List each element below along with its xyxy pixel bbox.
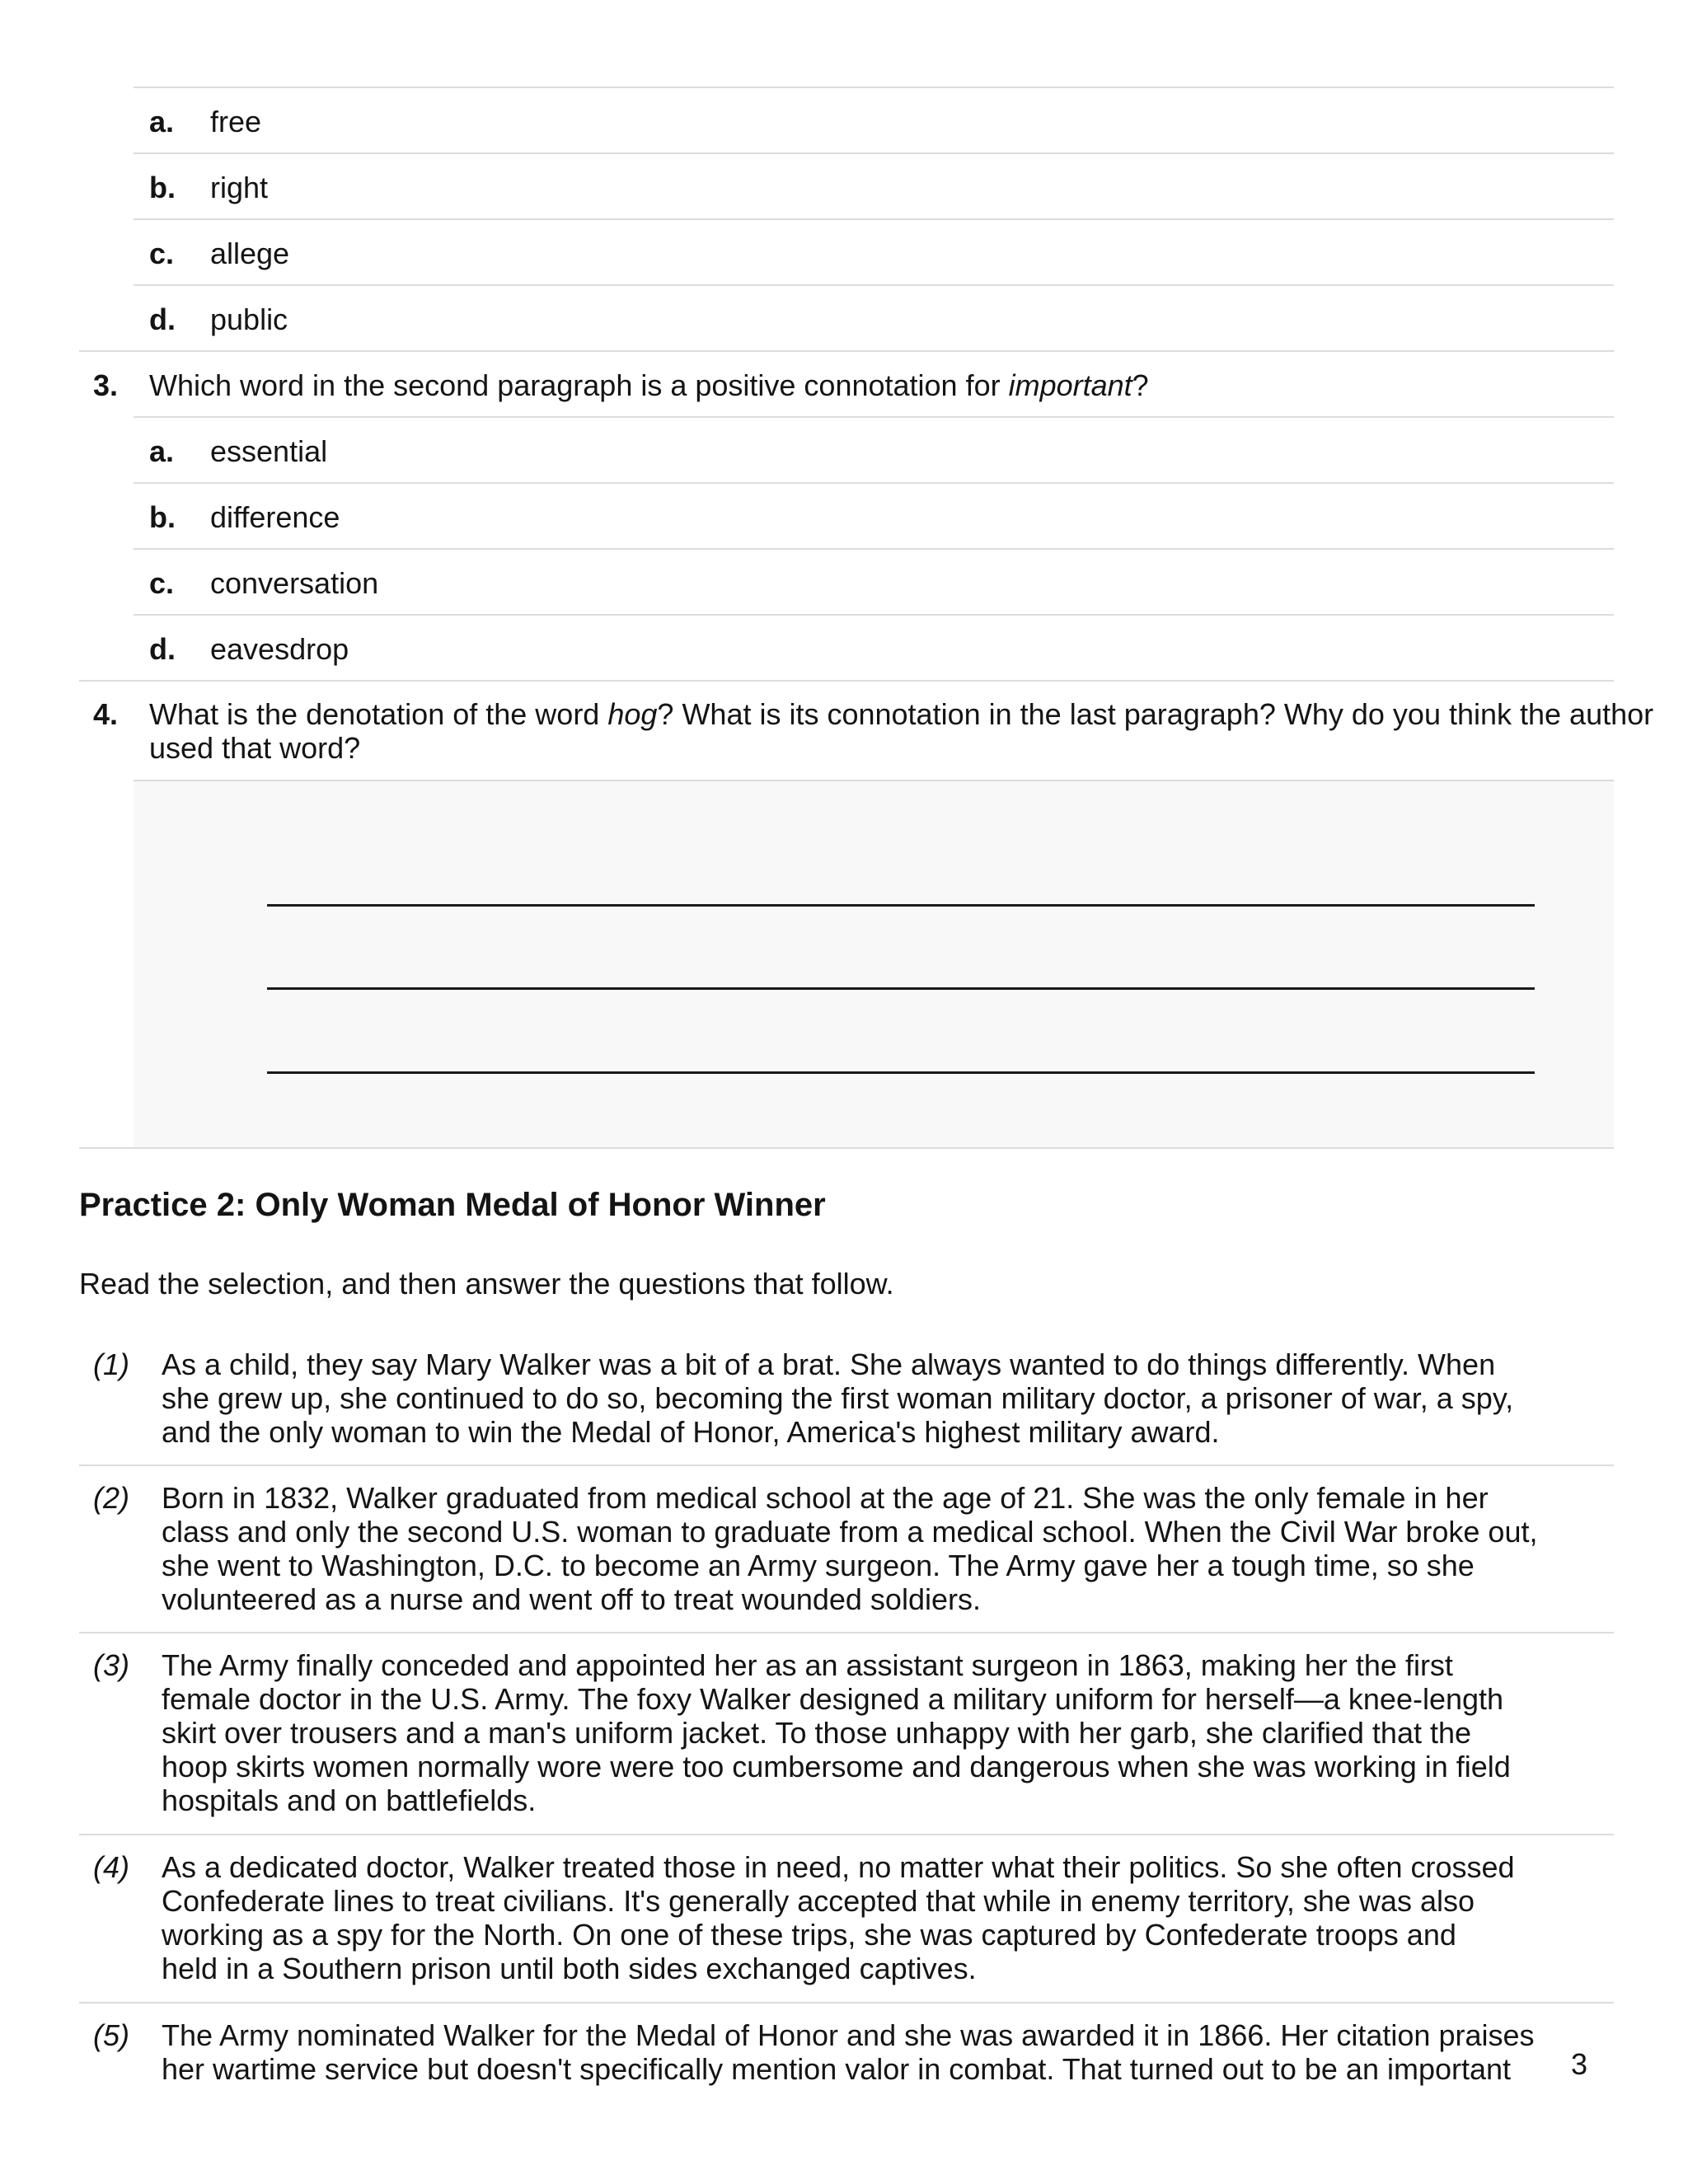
question-text bbox=[149, 697, 1688, 765]
question-text-part: Which word in the second paragraph is a positive connotation for bbox=[149, 368, 1009, 402]
answer-line-2[interactable] bbox=[267, 987, 1535, 990]
paragraph-text: The Army finally conceded and appointed her as an assistant surgeon in 1863, making her the first female doctor in the U.S. Army. The foxy Walker designed a military uniform for herself—a knee-length skirt over trousers and a man's uniform jacket. To those unhappy with her garb, she clarified that the hoop skirts women normally wore were too cumbersome and dangerous when she was working in field hospitals and on battlefields. bbox=[162, 1648, 1511, 1817]
divider bbox=[134, 482, 1614, 484]
choice-letter: a. bbox=[149, 434, 175, 468]
divider bbox=[134, 284, 1614, 286]
question-number: 4. bbox=[93, 697, 119, 731]
paragraph-text: Born in 1832, Walker graduated from medical school at the age of 21. She was the only female in her class and only the second U.S. woman to graduate from a medical school. When the Civil War broke out, she went to Washington, D.C. to become an Army surgeon. The Army gave her a tough time, so she volunteered as a nurse and went off to treat wounded soldiers. bbox=[162, 1481, 1538, 1616]
answer-line-3[interactable] bbox=[267, 1071, 1535, 1074]
question-emphasis: important bbox=[1008, 368, 1132, 402]
paragraph-number: (3) bbox=[93, 1648, 129, 1682]
choice-text: allege bbox=[210, 237, 290, 270]
divider bbox=[79, 350, 1614, 352]
divider bbox=[134, 548, 1614, 550]
choice-text: conversation bbox=[210, 566, 379, 600]
choice-text: eavesdrop bbox=[210, 632, 349, 666]
choice-text: public bbox=[210, 302, 288, 336]
divider bbox=[134, 614, 1614, 616]
question-emphasis: hog bbox=[607, 697, 658, 731]
paragraph-text: As a dedicated doctor, Walker treated those in need, no matter what their politics. So she often crossed Confederate lines to treat civilians. It's generally accepted that while in enemy territory, she was also working as a spy for the North. On one of these trips, she was captured by Confederate troops and held in a Southern prison until both sides exchanged captives. bbox=[162, 1850, 1515, 1985]
divider bbox=[79, 1147, 1614, 1149]
choice-text: difference bbox=[210, 500, 340, 534]
divider bbox=[79, 1465, 1614, 1466]
page-number: 3 bbox=[1571, 2047, 1588, 2081]
divider bbox=[134, 87, 1614, 88]
question-text-part: ? bbox=[1132, 368, 1149, 402]
answer-line-1[interactable] bbox=[267, 904, 1535, 907]
question-number: 3. bbox=[93, 368, 119, 402]
instructions: Read the selection, and then answer the questions that follow. bbox=[79, 1267, 894, 1301]
choice-text: free bbox=[210, 105, 262, 138]
question-text-part: What is the denotation of the word bbox=[149, 697, 608, 731]
divider bbox=[79, 1632, 1614, 1633]
question-text bbox=[149, 368, 1688, 402]
choice-letter: c. bbox=[149, 566, 175, 600]
divider bbox=[134, 218, 1614, 220]
divider bbox=[79, 2002, 1614, 2004]
paragraph-number: (4) bbox=[93, 1850, 129, 1884]
divider bbox=[134, 416, 1614, 418]
choice-letter: c. bbox=[149, 237, 175, 270]
choice-text: essential bbox=[210, 434, 328, 468]
paragraph-text: The Army nominated Walker for the Medal of Honor and she was awarded it in 1866. Her citation praises her wartime service but doesn't specifically mention valor in combat. That turned out to be an important bbox=[162, 2018, 1535, 2086]
divider bbox=[134, 152, 1614, 154]
choice-letter: b. bbox=[149, 171, 176, 204]
choice-letter: b. bbox=[149, 500, 176, 534]
choice-text: right bbox=[210, 171, 269, 204]
choice-letter: d. bbox=[149, 632, 176, 666]
divider bbox=[79, 680, 1614, 682]
choice-letter: a. bbox=[149, 105, 175, 138]
question-text-part: ? What is its connotation in the last paragraph? Why do you think the author used that word? bbox=[149, 697, 1654, 765]
paragraph-number: (1) bbox=[93, 1347, 129, 1381]
paragraph-number: (5) bbox=[93, 2018, 129, 2052]
choice-letter: d. bbox=[149, 302, 176, 336]
answer-area[interactable] bbox=[134, 781, 1614, 1147]
paragraph-text: As a child, they say Mary Walker was a bit of a brat. She always wanted to do things differently. When she grew up, she continued to do so, becoming the first woman military doctor, a prisoner of war, a spy, and the only woman to win the Medal of Honor, America's highest military award. bbox=[162, 1347, 1514, 1449]
paragraph-number: (2) bbox=[93, 1481, 129, 1515]
section-heading: Practice 2: Only Woman Medal of Honor Winner bbox=[79, 1187, 826, 1223]
divider bbox=[79, 1834, 1614, 1835]
